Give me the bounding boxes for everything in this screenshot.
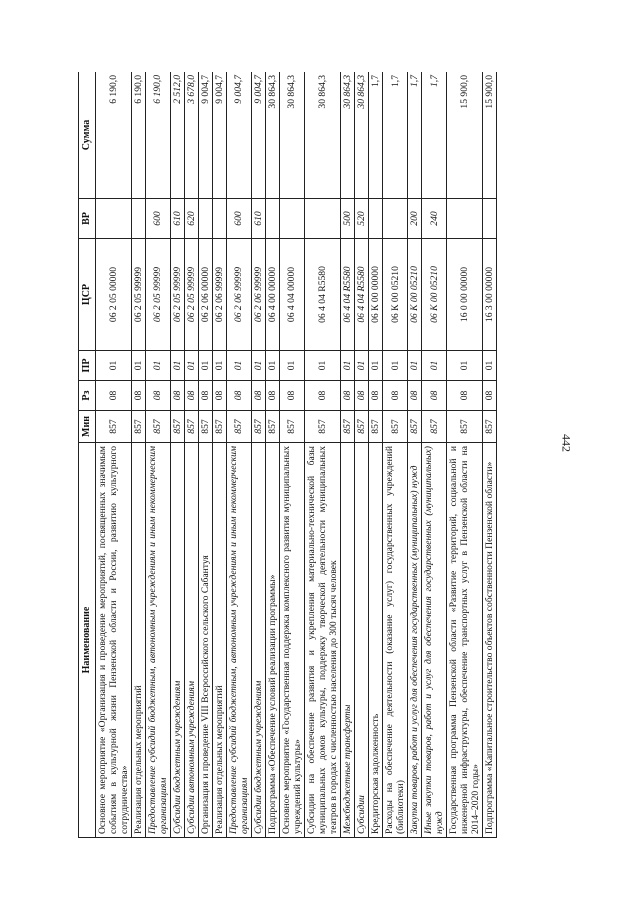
table-row [447,72,483,838]
row-name: Субсидии бюджетным учреждениям [170,443,184,838]
row-rz: 08 [483,381,497,411]
row-sum: 9 004,7 [251,72,265,199]
header-sum: Сумма [79,72,96,199]
row-vr: 240 [422,199,447,239]
row-min: 857 [447,411,483,443]
row-name: Субсидии на обеспечение развития и укрепления материально-технической базы муниципальных домов культуры, поддержку творческой деятельности муниципальных театров в городах с численностью населения до 300 тысяч человек [305,443,341,838]
table-row [355,72,369,838]
row-sum: 1,7 [422,72,447,199]
row-sum: 9 004,7 [226,72,251,199]
row-csr: 06 К 00 05210 [422,239,447,351]
row-vr [131,199,145,239]
row-rz: 08 [145,381,170,411]
row-rz: 08 [212,381,226,411]
row-rz: 08 [369,381,383,411]
row-pr: 01 [279,351,304,381]
page-number: 442 [559,434,574,452]
row-name: Закупка товаров, работ и услуг для обеспечения государственных (муниципальных) нужд [408,443,422,838]
row-csr: 06 2 06 99999 [212,239,226,351]
row-min: 857 [383,411,408,443]
header-rz: Рз [79,381,96,411]
row-csr: 06 2 05 00000 [95,239,131,351]
row-min: 857 [341,411,355,443]
row-min: 857 [198,411,212,443]
table-row [265,72,279,838]
row-min: 857 [265,411,279,443]
row-vr [483,199,497,239]
row-csr: 16 0 00 00000 [447,239,483,351]
row-name: Предоставление субсидий бюджетным, автономным учреждениям и иным некоммерческим организациям [145,443,170,838]
row-csr: 06 2 06 99999 [251,239,265,351]
row-min: 857 [95,411,131,443]
row-name: Реализация отдельных мероприятий [212,443,226,838]
row-name: Субсидии автономным учреждениям [184,443,198,838]
row-vr [265,199,279,239]
table-row [251,72,265,838]
row-csr: 06 2 06 00000 [198,239,212,351]
row-rz: 08 [447,381,483,411]
table-row [145,72,170,838]
table-row [131,72,145,838]
row-csr: 06 4 00 00000 [265,239,279,351]
table-row [198,72,212,838]
row-vr: 600 [226,199,251,239]
table-container [78,72,584,838]
row-sum: 30 864,3 [355,72,369,199]
row-pr: 01 [170,351,184,381]
table-body [95,72,497,838]
table-row [483,72,497,838]
row-pr: 01 [226,351,251,381]
table-row [226,72,251,838]
row-csr: 06 2 05 99999 [145,239,170,351]
row-vr [212,199,226,239]
row-pr: 01 [305,351,341,381]
table-row [383,72,408,838]
row-rz: 08 [279,381,304,411]
table-row [170,72,184,838]
row-vr [447,199,483,239]
table-row [369,72,383,838]
row-csr: 06 2 06 99999 [226,239,251,351]
row-rz: 08 [341,381,355,411]
row-min: 857 [369,411,383,443]
row-sum: 1,7 [383,72,408,199]
row-name: Подпрограмма «Обеспечение условий реализации программы» [265,443,279,838]
row-pr: 01 [369,351,383,381]
row-name: Государственная программа Пензенской области «Развитие территорий, социальной и инженерной инфраструктуры, обеспечение транспортных услуг в Пензенской области на 2014–2020 годы» [447,443,483,838]
row-sum: 6 190,0 [145,72,170,199]
row-name: Реализация отдельных мероприятий [131,443,145,838]
table-row [408,72,422,838]
row-rz: 08 [226,381,251,411]
row-min: 857 [483,411,497,443]
row-rz: 08 [383,381,408,411]
row-rz: 08 [422,381,447,411]
row-sum: 3 678,0 [184,72,198,199]
row-pr: 01 [95,351,131,381]
row-name: Кредиторская задолженность [369,443,383,838]
row-csr: 06 4 04 R5580 [305,239,341,351]
table-header-row [79,72,96,838]
header-pr: ПР [79,351,96,381]
row-pr: 01 [212,351,226,381]
table-row [95,72,131,838]
row-pr: 01 [251,351,265,381]
row-pr: 01 [341,351,355,381]
row-rz: 08 [408,381,422,411]
row-sum: 30 864,3 [341,72,355,199]
row-pr: 01 [184,351,198,381]
row-name: Субсидии бюджетным учреждениям [251,443,265,838]
row-vr [369,199,383,239]
row-rz: 08 [265,381,279,411]
row-min: 857 [184,411,198,443]
row-rz: 08 [355,381,369,411]
row-rz: 08 [131,381,145,411]
row-sum: 30 864,3 [305,72,341,199]
row-sum: 6 190,0 [131,72,145,199]
table-row [341,72,355,838]
header-name: Наименование [79,443,96,838]
table-row [422,72,447,838]
header-min: Мин [79,411,96,443]
row-pr: 01 [198,351,212,381]
row-pr: 01 [447,351,483,381]
row-sum: 6 190,0 [95,72,131,199]
row-csr: 06 2 05 99999 [170,239,184,351]
row-sum: 2 512,0 [170,72,184,199]
row-min: 857 [145,411,170,443]
row-vr: 200 [408,199,422,239]
table-row [305,72,341,838]
row-pr: 01 [383,351,408,381]
row-min: 857 [408,411,422,443]
row-sum: 9 004,7 [198,72,212,199]
row-rz: 08 [198,381,212,411]
row-vr [383,199,408,239]
row-vr [279,199,304,239]
row-csr: 16 3 00 00000 [483,239,497,351]
row-sum: 30 864,3 [279,72,304,199]
row-name: Подпрограмма «Капитальное строительство объектов собственности Пензенской области» [483,443,497,838]
row-min: 857 [279,411,304,443]
row-min: 857 [212,411,226,443]
row-pr: 01 [355,351,369,381]
row-sum: 1,7 [369,72,383,199]
row-csr: 06 4 04 00000 [279,239,304,351]
row-name: Субсидии [355,443,369,838]
row-name: Основное мероприятие «Государственная поддержка комплексного развития муниципальных учреждений культуры» [279,443,304,838]
row-min: 857 [226,411,251,443]
row-vr [95,199,131,239]
row-rz: 08 [184,381,198,411]
row-min: 857 [355,411,369,443]
row-vr: 500 [341,199,355,239]
row-sum: 15 900,0 [447,72,483,199]
row-vr: 520 [355,199,369,239]
row-csr: 06 4 04 R5580 [355,239,369,351]
row-name: Расходы на обеспечение деятельности (оказание услуг) государственных учреждений (библиотеки) [383,443,408,838]
row-rz: 08 [251,381,265,411]
row-csr: 06 4 04 R5580 [341,239,355,351]
row-rz: 08 [95,381,131,411]
row-csr: 06 К 00 05210 [383,239,408,351]
row-name: Организация и проведение VIII Всероссийского сельского Сабантуя [198,443,212,838]
header-vr: ВР [79,199,96,239]
row-rz: 08 [170,381,184,411]
row-vr [305,199,341,239]
row-vr [198,199,212,239]
table-row [184,72,198,838]
row-csr: 06 2 05 99999 [131,239,145,351]
row-csr: 06 2 05 99999 [184,239,198,351]
budget-table [78,72,497,838]
row-name: Иные закупки товаров, работ и услуг для обеспечения государственных (муниципальных) нужд [422,443,447,838]
row-csr: 06 К 00 00000 [369,239,383,351]
row-pr: 01 [145,351,170,381]
row-name: Межбюджетные трансферты [341,443,355,838]
row-vr: 610 [170,199,184,239]
header-csr: ЦСР [79,239,96,351]
row-name: Основное мероприятие «Организация и проведение мероприятий, посвященных значимым событиям в культурной жизни Пензенской области и России, развитию культурного сотрудничества» [95,443,131,838]
row-min: 857 [170,411,184,443]
row-min: 857 [422,411,447,443]
row-min: 857 [305,411,341,443]
row-pr: 01 [483,351,497,381]
row-rz: 08 [305,381,341,411]
row-name: Предоставление субсидий бюджетным, автономным учреждениям и иным некоммерческим организациям [226,443,251,838]
rotated-page [78,72,584,838]
row-vr: 600 [145,199,170,239]
table-row [279,72,304,838]
row-pr: 01 [131,351,145,381]
row-sum: 1,7 [408,72,422,199]
row-csr: 06 К 00 05210 [408,239,422,351]
row-pr: 01 [265,351,279,381]
row-sum: 15 900,0 [483,72,497,199]
table-row [212,72,226,838]
row-vr: 610 [251,199,265,239]
row-sum: 30 864,3 [265,72,279,199]
row-pr: 01 [422,351,447,381]
row-pr: 01 [408,351,422,381]
row-min: 857 [131,411,145,443]
row-vr: 620 [184,199,198,239]
row-min: 857 [251,411,265,443]
row-sum: 9 004,7 [212,72,226,199]
